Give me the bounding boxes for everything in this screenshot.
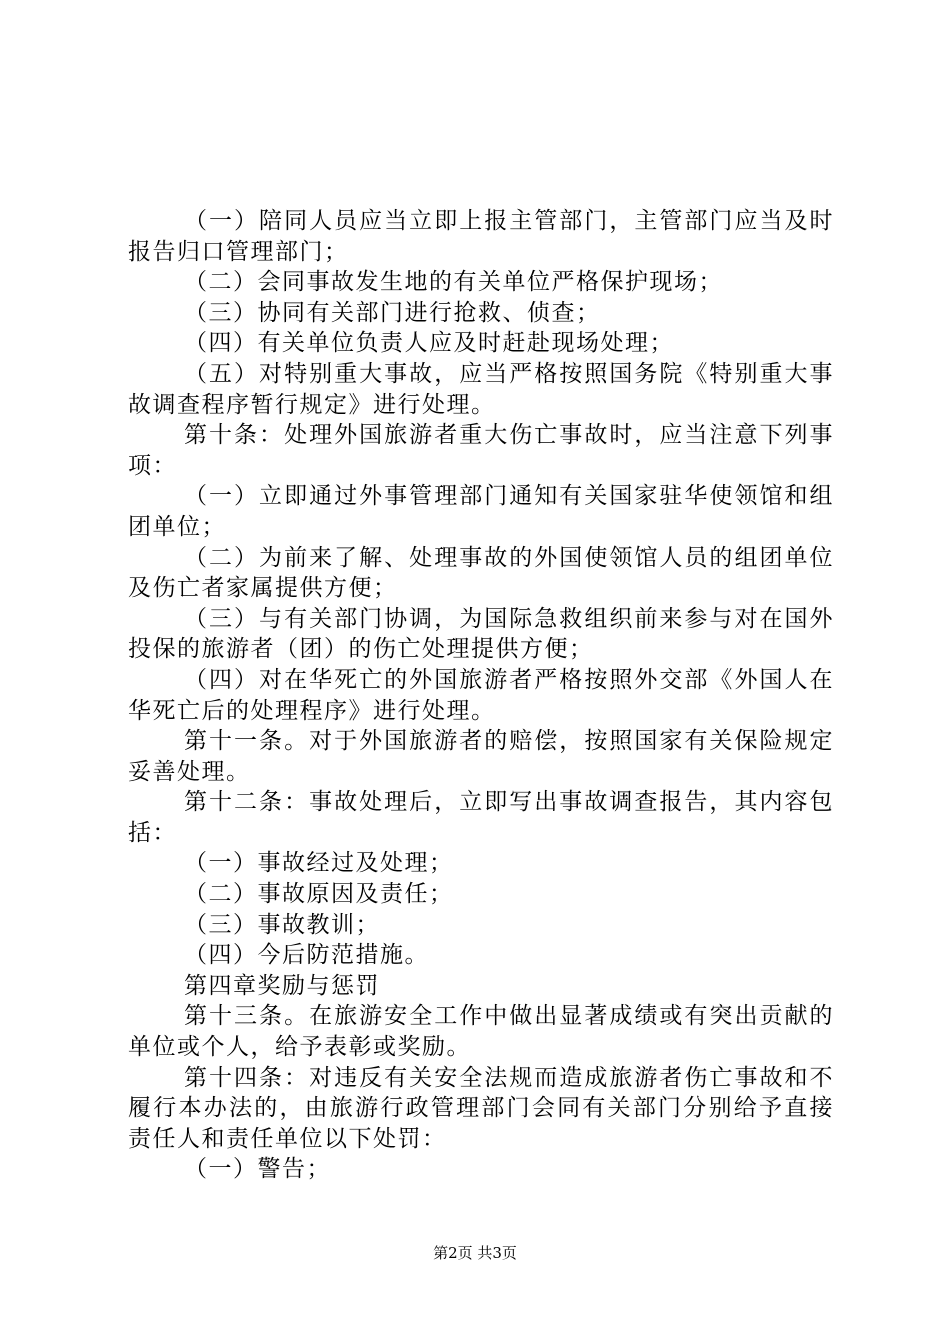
paragraph: （四）有关单位负责人应及时赶赴现场处理； bbox=[184, 330, 674, 357]
paragraph: （三）协同有关部门进行抢救、侦查； bbox=[184, 299, 601, 326]
article-heading: 第十二条：事故处理后，立即写出事故调查报告，其内容包括： bbox=[128, 789, 834, 846]
page-number-footer: 第2页 共3页 bbox=[433, 1244, 517, 1262]
paragraph: （五）对特别重大事故，应当严格按照国务院《特别重大事故调查程序暂行规定》进行处理。 bbox=[128, 360, 834, 418]
paragraph: （四）今后防范措施。 bbox=[184, 942, 429, 969]
paragraph: （一）立即通过外事管理部门通知有关国家驻华使领馆和组团单位； bbox=[128, 483, 834, 540]
paragraph: （一）事故经过及处理； bbox=[184, 850, 454, 877]
article-heading: 第十四条：对违反有关安全法规而造成旅游者伤亡事故和不履行本办法的，由旅游行政管理部门会同有关部门分别给予直接责任人和责任单位以下处罚： bbox=[128, 1064, 834, 1152]
paragraph: （一）陪同人员应当立即上报主管部门，主管部门应当及时报告归口管理部门； bbox=[128, 208, 834, 265]
article-heading: 第十一条。对于外国旅游者的赔偿，按照国家有关保险规定妥善处理。 bbox=[128, 728, 834, 785]
paragraph: （二）为前来了解、处理事故的外国使领馆人员的组团单位及伤亡者家属提供方便； bbox=[128, 544, 834, 602]
chapter-heading: 第四章奖励与惩罚 bbox=[184, 972, 380, 999]
paragraph: （二）会同事故发生地的有关单位严格保护现场； bbox=[184, 269, 723, 296]
paragraph: （三）事故教训； bbox=[184, 911, 380, 938]
paragraph: （四）对在华死亡的外国旅游者严格按照外交部《外国人在华死亡后的处理程序》进行处理。 bbox=[128, 666, 834, 724]
article-heading: 第十三条。在旅游安全工作中做出显著成绩或有突出贡献的单位或个人，给予表彰或奖励。 bbox=[128, 1003, 834, 1061]
article-heading: 第十条：处理外国旅游者重大伤亡事故时，应当注意下列事项： bbox=[128, 422, 834, 479]
document-body bbox=[128, 206, 834, 1185]
paragraph: （二）事故原因及责任； bbox=[184, 881, 454, 908]
paragraph: （三）与有关部门协调，为国际急救组织前来参与对在国外投保的旅游者（团）的伤亡处理提供方便； bbox=[128, 605, 834, 663]
paragraph: （一）警告； bbox=[184, 1156, 331, 1183]
